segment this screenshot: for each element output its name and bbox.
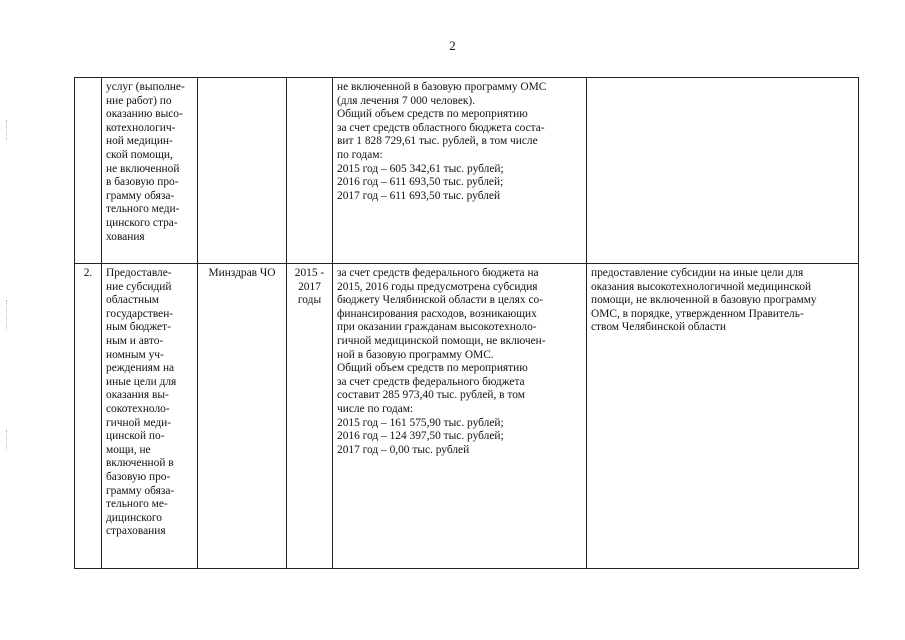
years-line: 2015 -	[294, 267, 325, 279]
years-cell	[287, 78, 333, 264]
description-line: за счет средств федерального бюджета	[337, 375, 525, 388]
description-line: гичной медицинской помощи, не включен-	[337, 334, 546, 347]
measure-name-line: иные цели для	[106, 375, 177, 388]
description-cell	[333, 264, 587, 569]
measure-name-line: Предоставле-	[106, 267, 172, 279]
method-line: оказания высокотехнологичной медицинской	[591, 280, 812, 293]
description-line: не включенной в базовую программу ОМС	[337, 81, 547, 93]
table-row-2	[75, 264, 859, 569]
page-number: 2	[449, 38, 456, 53]
method-line: помощи, не включенной в базовую программу	[591, 294, 817, 307]
responsible-cell: Минздрав ЧО	[198, 264, 287, 569]
measure-name-line: областным	[106, 294, 159, 307]
description-line: 2015 год – 161 575,90 тыс. рублей;	[337, 416, 504, 429]
measure-name-line: оказания вы-	[106, 389, 169, 402]
description-line: 2016 год – 611 693,50 тыс. рублей;	[337, 176, 504, 189]
measure-name-line: не включенной	[106, 162, 180, 175]
description-line: вит 1 828 729,61 тыс. рублей, в том числе	[337, 135, 538, 148]
program-table	[74, 77, 859, 569]
description-line: 2017 год – 611 693,50 тыс. рублей	[337, 189, 501, 202]
description-line: 2016 год – 124 397,50 тыс. рублей;	[337, 430, 504, 443]
description-line: ной в базовую программу ОМС.	[337, 348, 494, 361]
description-line: финансирования расходов, возникающих	[337, 307, 537, 320]
measure-name-line: услуг (выполне-	[106, 81, 185, 93]
scan-margin-mark-bottom	[6, 430, 9, 450]
description-line: при оказании гражданам высокотехноло-	[337, 321, 537, 334]
measure-name-line: тельного меди-	[106, 203, 180, 216]
method-cell	[587, 264, 859, 569]
measure-name-line: ние субсидий	[106, 280, 172, 293]
measure-name-line: страхования	[106, 525, 166, 538]
measure-name-line: ным и авто-	[106, 334, 164, 347]
measure-name-line: грамму обяза-	[106, 484, 175, 497]
measure-name-line: базовую про-	[106, 470, 171, 483]
description-line: 2015 год – 605 342,61 тыс. рублей;	[337, 162, 504, 175]
measure-name-line: мощи, не	[106, 443, 151, 456]
measure-name-line: в базовую про-	[106, 176, 179, 189]
years-line: годы	[297, 294, 322, 307]
description-line: бюджету Челябинской области в целях со-	[337, 294, 543, 307]
measure-name-line: дицинского	[106, 511, 162, 524]
row-number-cell: 2.	[75, 264, 102, 569]
measure-name-line: гичной меди-	[106, 416, 172, 429]
measure-name-line: цинской по-	[106, 430, 165, 443]
measure-name-line: грамму обяза-	[106, 189, 175, 202]
measure-name-line: реждениям на	[106, 362, 175, 375]
description-cell	[333, 78, 587, 264]
description-line: 2015, 2016 годы предусмотрена субсидия	[337, 280, 538, 293]
description-line: (для лечения 7 000 человек).	[337, 94, 476, 107]
measure-name-line: цинского стра-	[106, 216, 178, 229]
description-line: за счет средств областного бюджета соста-	[337, 121, 545, 134]
description-line: составит 285 973,40 тыс. рублей, в том	[337, 389, 525, 402]
measure-name-line: тельного ме-	[106, 498, 168, 511]
measure-name-line: номным уч-	[106, 348, 164, 361]
description-line: Общий объем средств по мероприятию	[337, 108, 528, 121]
scan-margin-mark-top	[6, 120, 9, 140]
scan-margin-mark-middle	[6, 300, 9, 330]
method-line: ОМС, в порядке, утвержденном Правитель-	[591, 307, 804, 320]
measure-name-line: ной медицин-	[106, 135, 173, 148]
method-line: ством Челябинской области	[591, 321, 726, 334]
measure-name-cell	[102, 264, 198, 569]
responsible-cell	[198, 78, 287, 264]
measure-name-line: ние работ) по	[106, 94, 172, 107]
measure-name-line: включенной в	[106, 457, 174, 470]
measure-name-line: государствен-	[106, 307, 174, 320]
description-line: за счет средств федерального бюджета на	[337, 267, 539, 279]
method-cell	[587, 78, 859, 264]
measure-name-line: ской помощи,	[106, 148, 173, 161]
measure-name-line: котехнологич-	[106, 121, 176, 134]
method-line: предоставление субсидии на иные цели для	[591, 267, 804, 279]
years-line: 2017	[298, 280, 321, 293]
measure-name-line: оказанию высо-	[106, 108, 183, 121]
years-cell	[287, 264, 333, 569]
measure-name-cell	[102, 78, 198, 264]
measure-name-line: сокотехноло-	[106, 402, 170, 415]
description-line: числе по годам:	[337, 402, 414, 415]
description-line: по годам:	[337, 148, 383, 161]
row-number-cell	[75, 78, 102, 264]
description-line: Общий объем средств по мероприятию	[337, 362, 528, 375]
measure-name-line: хования	[106, 230, 145, 243]
description-line: 2017 год – 0,00 тыс. рублей	[337, 443, 470, 456]
table-row-continuation	[75, 78, 859, 264]
measure-name-line: ным бюджет-	[106, 321, 171, 334]
